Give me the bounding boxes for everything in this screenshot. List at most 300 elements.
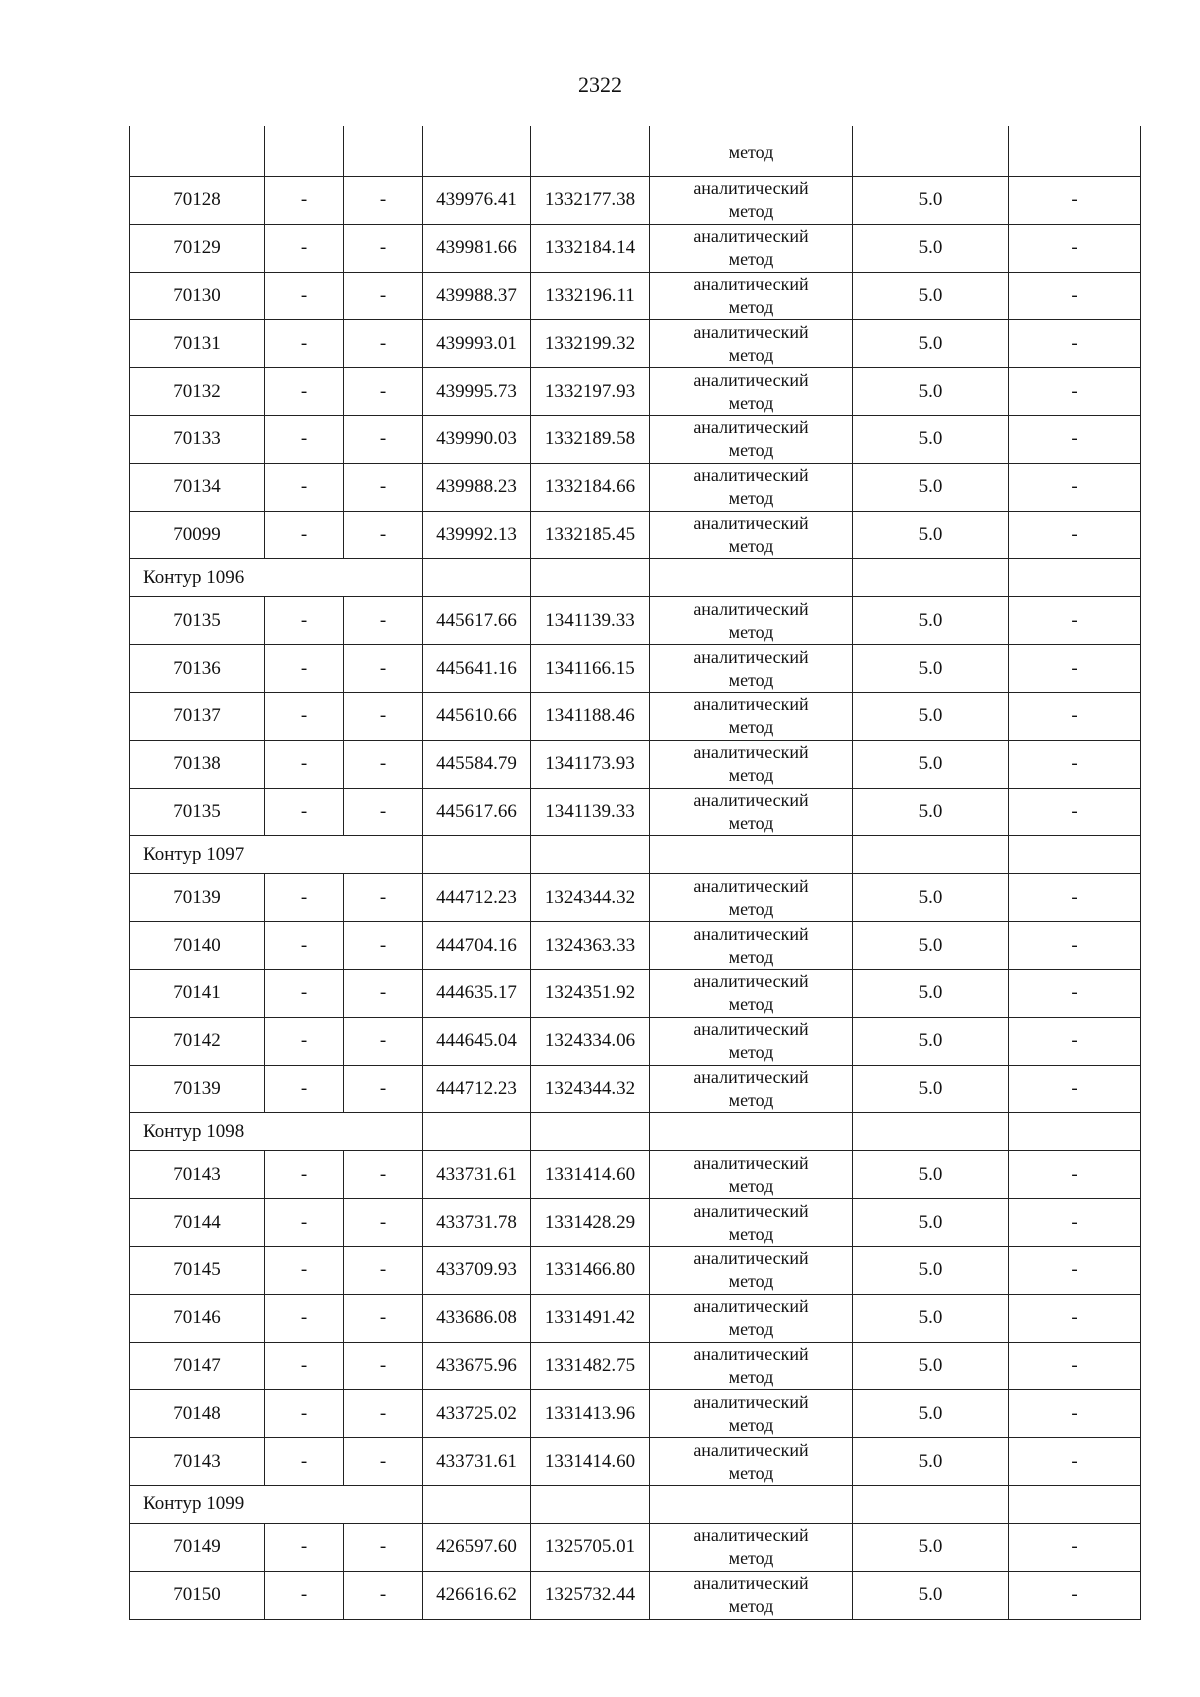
dash-cell: - xyxy=(1009,788,1141,836)
dash-cell: - xyxy=(265,1017,344,1065)
method-cell xyxy=(650,1246,853,1294)
method-line-2: метод xyxy=(728,535,774,556)
dash-cell: - xyxy=(1009,740,1141,788)
method-cell xyxy=(650,922,853,970)
coord-x: 433731.61 xyxy=(423,1151,531,1199)
point-number: 70144 xyxy=(130,1199,265,1247)
table-body xyxy=(130,126,1141,1619)
point-number: 70137 xyxy=(130,692,265,740)
dash-cell: - xyxy=(1009,1390,1141,1438)
dash-cell: - xyxy=(344,177,423,225)
method-cell xyxy=(650,1294,853,1342)
point-number: 70140 xyxy=(130,922,265,970)
point-number: 70146 xyxy=(130,1294,265,1342)
method-cell xyxy=(650,788,853,836)
dash-cell: - xyxy=(1009,645,1141,693)
empty-cell xyxy=(853,126,1009,177)
method-line-2: метод xyxy=(728,201,774,222)
point-row xyxy=(130,1017,1141,1065)
coord-x: 433675.96 xyxy=(423,1342,531,1390)
point-row xyxy=(130,368,1141,416)
method-line-1: аналитический xyxy=(693,1019,809,1040)
method-line-2: метод xyxy=(728,898,774,919)
empty-cell xyxy=(423,836,531,874)
method-line-1: аналитический xyxy=(693,1296,809,1317)
point-row xyxy=(130,645,1141,693)
point-number: 70138 xyxy=(130,740,265,788)
dash-cell: - xyxy=(1009,597,1141,645)
coord-y: 1325732.44 xyxy=(531,1571,650,1619)
coord-y: 1341166.15 xyxy=(531,645,650,693)
method-line-2: метод xyxy=(728,1548,774,1569)
dash-cell: - xyxy=(265,1246,344,1294)
point-number: 70142 xyxy=(130,1017,265,1065)
point-number: 70149 xyxy=(130,1523,265,1571)
point-number: 70129 xyxy=(130,224,265,272)
method-line-2: метод xyxy=(728,1223,774,1244)
point-row xyxy=(130,874,1141,922)
dash-cell: - xyxy=(344,1151,423,1199)
coord-x: 439988.23 xyxy=(423,463,531,511)
point-number: 70143 xyxy=(130,1151,265,1199)
dash-cell: - xyxy=(344,1523,423,1571)
dash-cell: - xyxy=(265,368,344,416)
coord-x: 439976.41 xyxy=(423,177,531,225)
dash-cell: - xyxy=(1009,1342,1141,1390)
accuracy: 5.0 xyxy=(853,1523,1009,1571)
point-row xyxy=(130,692,1141,740)
method-cell xyxy=(650,368,853,416)
dash-cell: - xyxy=(344,1571,423,1619)
accuracy: 5.0 xyxy=(853,597,1009,645)
coord-y: 1332184.14 xyxy=(531,224,650,272)
dash-cell: - xyxy=(344,272,423,320)
accuracy: 5.0 xyxy=(853,1151,1009,1199)
coord-y: 1332185.45 xyxy=(531,511,650,559)
dash-cell: - xyxy=(265,1065,344,1113)
method-cell xyxy=(650,1571,853,1619)
empty-cell xyxy=(531,1485,650,1523)
accuracy: 5.0 xyxy=(853,415,1009,463)
contour-label: Контур 1098 xyxy=(130,1113,423,1151)
coord-x: 433725.02 xyxy=(423,1390,531,1438)
method-line-1: аналитический xyxy=(693,1525,809,1546)
dash-cell: - xyxy=(265,463,344,511)
method-cell xyxy=(650,511,853,559)
point-row xyxy=(130,1151,1141,1199)
coord-y: 1332177.38 xyxy=(531,177,650,225)
dash-cell: - xyxy=(344,415,423,463)
dash-cell: - xyxy=(1009,1246,1141,1294)
method-cell xyxy=(650,1523,853,1571)
point-number: 70136 xyxy=(130,645,265,693)
accuracy: 5.0 xyxy=(853,1571,1009,1619)
accuracy: 5.0 xyxy=(853,177,1009,225)
point-number: 70131 xyxy=(130,320,265,368)
method-line-2: метод xyxy=(728,1042,774,1063)
dash-cell: - xyxy=(344,224,423,272)
method-line-1: аналитический xyxy=(693,923,809,944)
point-number: 70139 xyxy=(130,1065,265,1113)
point-number: 70135 xyxy=(130,788,265,836)
coord-x: 426616.62 xyxy=(423,1571,531,1619)
dash-cell: - xyxy=(265,692,344,740)
dash-cell: - xyxy=(344,463,423,511)
empty-cell xyxy=(1009,1113,1141,1151)
dash-cell: - xyxy=(1009,692,1141,740)
point-number: 70135 xyxy=(130,597,265,645)
contour-label: Контур 1097 xyxy=(130,836,423,874)
method-cell xyxy=(650,463,853,511)
coord-y: 1324334.06 xyxy=(531,1017,650,1065)
coord-y: 1324363.33 xyxy=(531,922,650,970)
method-continuation: метод xyxy=(650,126,853,177)
dash-cell: - xyxy=(344,511,423,559)
method-line-1: аналитический xyxy=(693,1439,809,1460)
point-row xyxy=(130,224,1141,272)
method-cell xyxy=(650,224,853,272)
method-cell xyxy=(650,645,853,693)
point-row xyxy=(130,788,1141,836)
point-row xyxy=(130,1342,1141,1390)
empty-cell xyxy=(1009,1485,1141,1523)
dash-cell: - xyxy=(1009,320,1141,368)
method-line-1: аналитический xyxy=(693,273,809,294)
dash-cell: - xyxy=(1009,1151,1141,1199)
method-line-1: аналитический xyxy=(693,178,809,199)
dash-cell: - xyxy=(1009,1065,1141,1113)
dash-cell: - xyxy=(1009,969,1141,1017)
method-line-2: метод xyxy=(728,1414,774,1435)
method-line-2: метод xyxy=(728,1089,774,1110)
dash-cell: - xyxy=(344,320,423,368)
dash-cell: - xyxy=(344,969,423,1017)
accuracy: 5.0 xyxy=(853,1390,1009,1438)
contour-row xyxy=(130,559,1141,597)
dash-cell: - xyxy=(265,1523,344,1571)
point-row xyxy=(130,415,1141,463)
method-line-2: метод xyxy=(728,1366,774,1387)
dash-cell: - xyxy=(265,224,344,272)
method-line-1: аналитический xyxy=(693,646,809,667)
method-line-2: метод xyxy=(728,1175,774,1196)
accuracy: 5.0 xyxy=(853,463,1009,511)
point-number: 70150 xyxy=(130,1571,265,1619)
point-number: 70099 xyxy=(130,511,265,559)
accuracy: 5.0 xyxy=(853,692,1009,740)
coord-y: 1331414.60 xyxy=(531,1438,650,1486)
dash-cell: - xyxy=(265,788,344,836)
dash-cell: - xyxy=(344,645,423,693)
method-cell xyxy=(650,740,853,788)
coord-x: 439981.66 xyxy=(423,224,531,272)
point-number: 70145 xyxy=(130,1246,265,1294)
dash-cell: - xyxy=(1009,177,1141,225)
page-number: 2322 xyxy=(578,72,622,97)
empty-cell xyxy=(130,126,265,177)
empty-cell xyxy=(531,559,650,597)
method-cell xyxy=(650,1017,853,1065)
dash-cell: - xyxy=(344,1342,423,1390)
method-line-2: метод xyxy=(728,344,774,365)
method-line-2: метод xyxy=(728,669,774,690)
empty-cell xyxy=(423,559,531,597)
coord-y: 1331428.29 xyxy=(531,1199,650,1247)
accuracy: 5.0 xyxy=(853,874,1009,922)
dash-cell: - xyxy=(265,597,344,645)
point-number: 70141 xyxy=(130,969,265,1017)
method-line-1: аналитический xyxy=(693,512,809,533)
point-number: 70133 xyxy=(130,415,265,463)
coord-y: 1331482.75 xyxy=(531,1342,650,1390)
dash-cell: - xyxy=(344,692,423,740)
dash-cell: - xyxy=(344,1246,423,1294)
dash-cell: - xyxy=(265,1571,344,1619)
accuracy: 5.0 xyxy=(853,1438,1009,1486)
method-line-2: метод xyxy=(728,717,774,738)
accuracy: 5.0 xyxy=(853,1342,1009,1390)
point-number: 70132 xyxy=(130,368,265,416)
method-line-2: метод xyxy=(728,488,774,509)
dash-cell: - xyxy=(265,874,344,922)
method-line-1: аналитический xyxy=(693,742,809,763)
method-line-2: метод xyxy=(728,296,774,317)
point-row xyxy=(130,969,1141,1017)
method-line-1: аналитический xyxy=(693,369,809,390)
coord-y: 1332189.58 xyxy=(531,415,650,463)
point-number: 70128 xyxy=(130,177,265,225)
contour-row xyxy=(130,1113,1141,1151)
accuracy: 5.0 xyxy=(853,645,1009,693)
accuracy: 5.0 xyxy=(853,1065,1009,1113)
dash-cell: - xyxy=(1009,1523,1141,1571)
empty-cell xyxy=(853,1485,1009,1523)
coord-y: 1341139.33 xyxy=(531,597,650,645)
coord-x: 444635.17 xyxy=(423,969,531,1017)
method-line-1: аналитический xyxy=(693,1200,809,1221)
point-row xyxy=(130,597,1141,645)
point-row xyxy=(130,463,1141,511)
point-number: 70139 xyxy=(130,874,265,922)
dash-cell: - xyxy=(344,922,423,970)
contour-row xyxy=(130,1485,1141,1523)
method-line-1: аналитический xyxy=(693,789,809,810)
dash-cell: - xyxy=(344,874,423,922)
empty-cell xyxy=(531,836,650,874)
point-row xyxy=(130,272,1141,320)
coord-y: 1324351.92 xyxy=(531,969,650,1017)
dash-cell: - xyxy=(265,1199,344,1247)
method-line-2: метод xyxy=(728,1319,774,1340)
method-line-1: аналитический xyxy=(693,417,809,438)
coord-y: 1332199.32 xyxy=(531,320,650,368)
method-cell xyxy=(650,1390,853,1438)
method-cell xyxy=(650,1342,853,1390)
empty-cell xyxy=(531,1113,650,1151)
point-row xyxy=(130,320,1141,368)
dash-cell: - xyxy=(344,1065,423,1113)
dash-cell: - xyxy=(1009,1571,1141,1619)
coord-y: 1332184.66 xyxy=(531,463,650,511)
method-cell xyxy=(650,1438,853,1486)
method-line-1: аналитический xyxy=(693,971,809,992)
coord-y: 1325705.01 xyxy=(531,1523,650,1571)
empty-cell xyxy=(1009,559,1141,597)
method-line-2: метод xyxy=(728,946,774,967)
dash-cell: - xyxy=(1009,1294,1141,1342)
dash-cell: - xyxy=(344,788,423,836)
dash-cell: - xyxy=(344,1294,423,1342)
contour-label: Контур 1096 xyxy=(130,559,423,597)
coord-y: 1331413.96 xyxy=(531,1390,650,1438)
point-row xyxy=(130,1571,1141,1619)
method-line-2: метод xyxy=(728,440,774,461)
coord-y: 1332196.11 xyxy=(531,272,650,320)
coord-y: 1332197.93 xyxy=(531,368,650,416)
accuracy: 5.0 xyxy=(853,969,1009,1017)
coord-x: 445617.66 xyxy=(423,597,531,645)
dash-cell: - xyxy=(1009,1017,1141,1065)
method-cell xyxy=(650,320,853,368)
dash-cell: - xyxy=(265,1294,344,1342)
dash-cell: - xyxy=(344,740,423,788)
dash-cell: - xyxy=(265,1438,344,1486)
dash-cell: - xyxy=(1009,272,1141,320)
dash-cell: - xyxy=(1009,224,1141,272)
method-line-2: метод xyxy=(728,1596,774,1617)
coord-x: 433686.08 xyxy=(423,1294,531,1342)
coord-y: 1341173.93 xyxy=(531,740,650,788)
method-line-2: метод xyxy=(728,1462,774,1483)
dash-cell: - xyxy=(265,511,344,559)
point-row xyxy=(130,1199,1141,1247)
dash-cell: - xyxy=(344,597,423,645)
dash-cell: - xyxy=(1009,1199,1141,1247)
method-line-1: аналитический xyxy=(693,321,809,342)
coord-x: 444712.23 xyxy=(423,1065,531,1113)
method-cell xyxy=(650,272,853,320)
coord-x: 439995.73 xyxy=(423,368,531,416)
method-cell xyxy=(650,177,853,225)
empty-cell xyxy=(650,836,853,874)
coord-y: 1331466.80 xyxy=(531,1246,650,1294)
empty-cell xyxy=(853,559,1009,597)
coord-x: 444712.23 xyxy=(423,874,531,922)
method-cell xyxy=(650,692,853,740)
method-line-2: метод xyxy=(728,994,774,1015)
dash-cell: - xyxy=(344,1199,423,1247)
method-line-2: метод xyxy=(728,249,774,270)
dash-cell: - xyxy=(265,1151,344,1199)
coord-x: 439990.03 xyxy=(423,415,531,463)
accuracy: 5.0 xyxy=(853,368,1009,416)
method-cell xyxy=(650,415,853,463)
empty-cell xyxy=(344,126,423,177)
coord-x: 444645.04 xyxy=(423,1017,531,1065)
dash-cell: - xyxy=(265,922,344,970)
empty-cell xyxy=(1009,126,1141,177)
accuracy: 5.0 xyxy=(853,1246,1009,1294)
method-line-1: аналитический xyxy=(693,1343,809,1364)
coord-x: 433731.61 xyxy=(423,1438,531,1486)
coord-y: 1331491.42 xyxy=(531,1294,650,1342)
point-number: 70134 xyxy=(130,463,265,511)
point-number: 70143 xyxy=(130,1438,265,1486)
empty-cell xyxy=(265,126,344,177)
coord-x: 439988.37 xyxy=(423,272,531,320)
point-number: 70130 xyxy=(130,272,265,320)
method-line-1: аналитический xyxy=(693,1391,809,1412)
dash-cell: - xyxy=(1009,511,1141,559)
empty-cell xyxy=(531,126,650,177)
point-row xyxy=(130,177,1141,225)
coord-x: 433731.78 xyxy=(423,1199,531,1247)
accuracy: 5.0 xyxy=(853,922,1009,970)
method-line-2: метод xyxy=(728,621,774,642)
point-row xyxy=(130,1246,1141,1294)
point-row xyxy=(130,740,1141,788)
empty-cell xyxy=(650,559,853,597)
coord-y: 1324344.32 xyxy=(531,874,650,922)
contour-row xyxy=(130,836,1141,874)
accuracy: 5.0 xyxy=(853,740,1009,788)
dash-cell: - xyxy=(265,1390,344,1438)
dash-cell: - xyxy=(265,740,344,788)
empty-cell xyxy=(853,1113,1009,1151)
coord-y: 1341188.46 xyxy=(531,692,650,740)
method-line-1: аналитический xyxy=(693,694,809,715)
coord-x: 426597.60 xyxy=(423,1523,531,1571)
method-line-2: метод xyxy=(728,392,774,413)
continuation-row xyxy=(130,126,1141,177)
accuracy: 5.0 xyxy=(853,1199,1009,1247)
empty-cell xyxy=(423,126,531,177)
empty-cell xyxy=(650,1485,853,1523)
dash-cell: - xyxy=(344,368,423,416)
coordinates-table xyxy=(129,126,1141,1620)
method-line-2: метод xyxy=(728,765,774,786)
dash-cell: - xyxy=(265,1342,344,1390)
dash-cell: - xyxy=(344,1438,423,1486)
point-row xyxy=(130,1065,1141,1113)
empty-cell xyxy=(423,1485,531,1523)
point-row xyxy=(130,1390,1141,1438)
method-line-2: метод xyxy=(728,1271,774,1292)
accuracy: 5.0 xyxy=(853,1294,1009,1342)
coord-x: 445584.79 xyxy=(423,740,531,788)
dash-cell: - xyxy=(1009,463,1141,511)
point-number: 70147 xyxy=(130,1342,265,1390)
method-line-1: аналитический xyxy=(693,465,809,486)
dash-cell: - xyxy=(1009,922,1141,970)
method-cell xyxy=(650,874,853,922)
dash-cell: - xyxy=(344,1390,423,1438)
accuracy: 5.0 xyxy=(853,1017,1009,1065)
dash-cell: - xyxy=(344,1017,423,1065)
point-row xyxy=(130,1294,1141,1342)
dash-cell: - xyxy=(265,272,344,320)
point-row xyxy=(130,511,1141,559)
contour-label: Контур 1099 xyxy=(130,1485,423,1523)
method-cell xyxy=(650,1199,853,1247)
method-cell xyxy=(650,969,853,1017)
method-line-1: аналитический xyxy=(693,1066,809,1087)
method-cell xyxy=(650,597,853,645)
coord-y: 1341139.33 xyxy=(531,788,650,836)
coord-x: 445641.16 xyxy=(423,645,531,693)
coord-x: 433709.93 xyxy=(423,1246,531,1294)
coord-x: 439992.13 xyxy=(423,511,531,559)
